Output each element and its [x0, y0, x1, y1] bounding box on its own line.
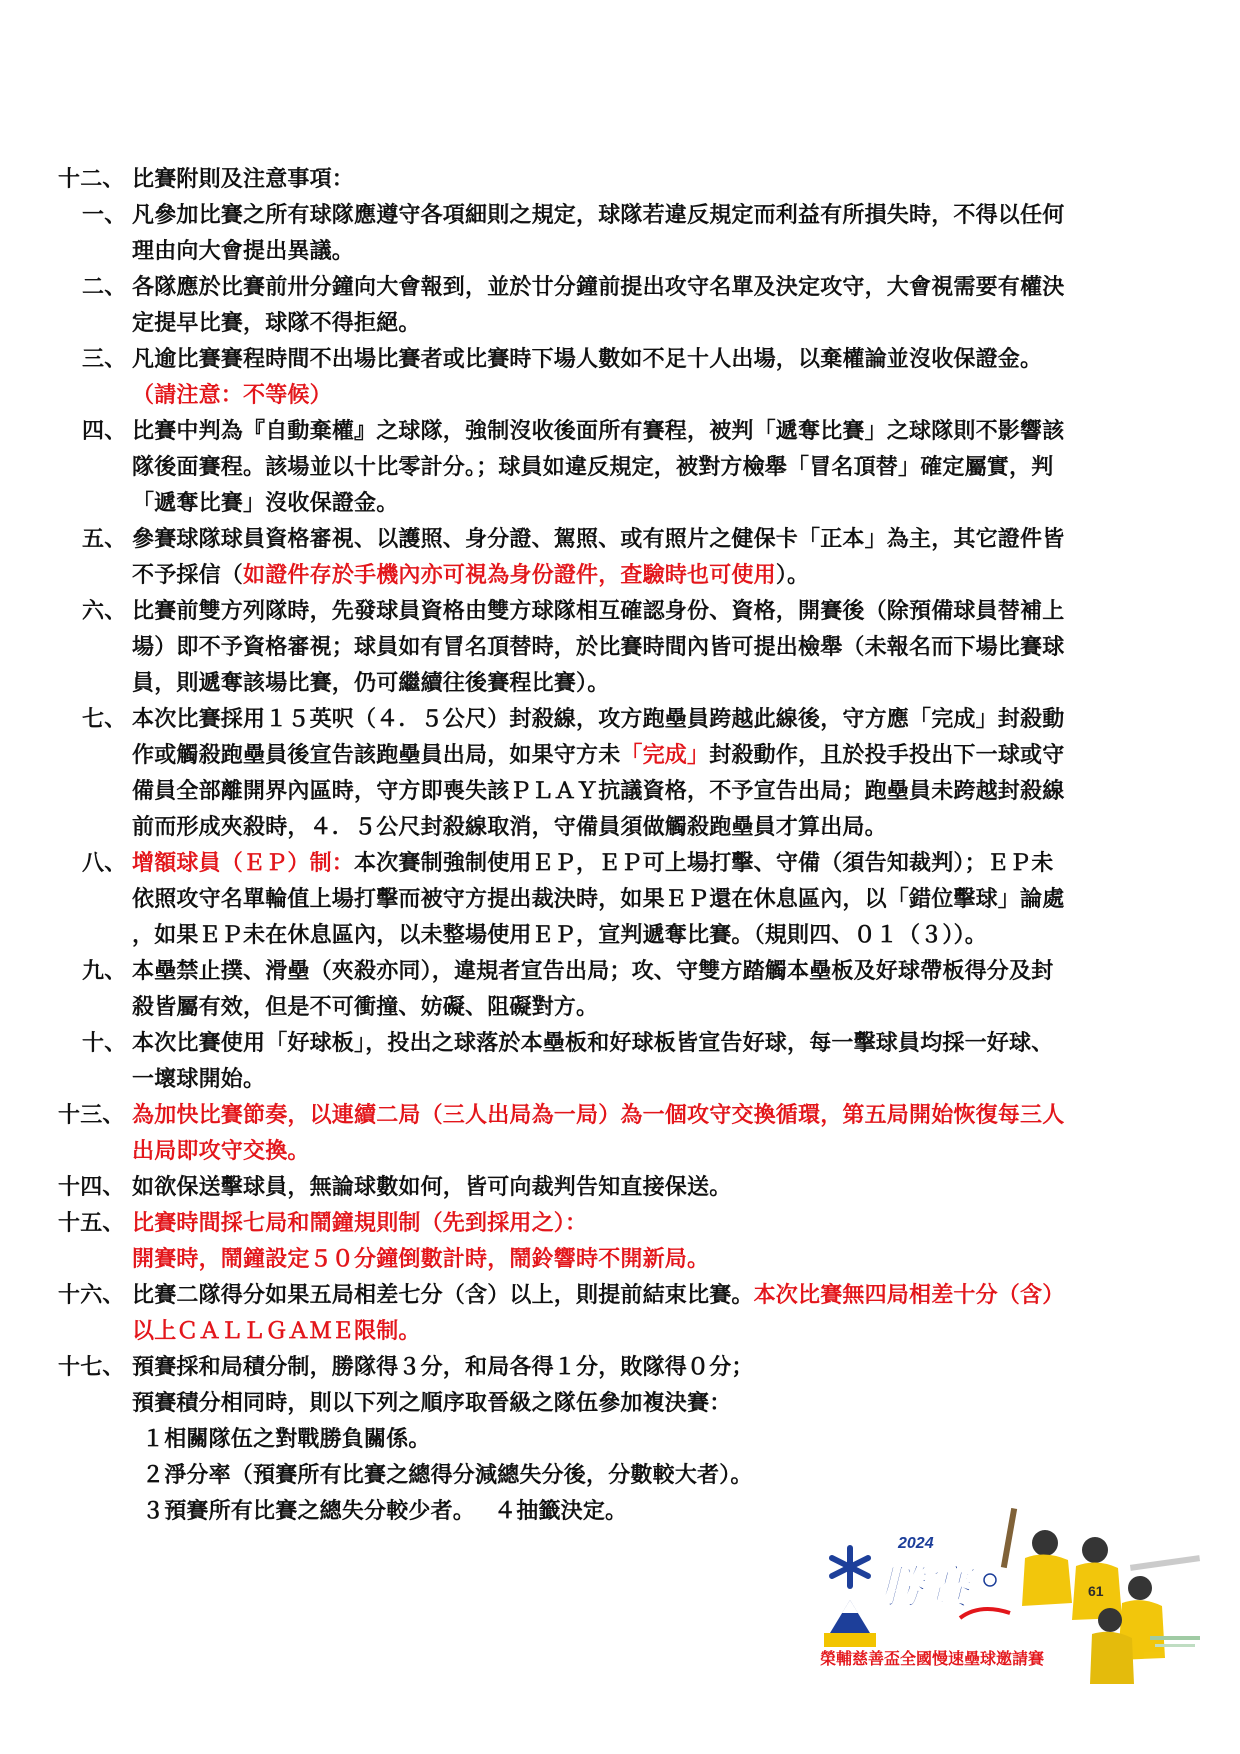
item-text: 依照攻守名單輪值上場打擊而被守方提出裁決時，如果ＥＰ還在休息區內，以「錯位擊球」論處 — [132, 887, 1065, 912]
registered-icon — [984, 1574, 996, 1586]
item-number: 九、 — [82, 959, 127, 984]
logo-caption: 榮輔慈善盃全國慢速壘球邀請賽 — [820, 1649, 1045, 1668]
rule-item-4 — [58, 414, 1188, 450]
item-text: 本次比賽採用１５英呎（４．５公尺）封殺線，攻方跑壘員跨越此線後，守方應「完成」封殺動 — [132, 707, 1065, 732]
section-text: 預賽積分相同時，則以下列之順序取晉級之隊伍參加複決賽： — [132, 1391, 732, 1416]
item-number: 三、 — [82, 347, 127, 372]
item-text: 殺皆屬有效，但是不可衝撞、妨礙、阻礙對方。 — [132, 995, 599, 1020]
item-number: 六、 — [82, 599, 127, 624]
rule-item-3 — [58, 342, 1188, 378]
section-number: 十四、 — [58, 1175, 125, 1200]
section-15 — [58, 1206, 1188, 1242]
item-number: 十、 — [82, 1031, 127, 1056]
section-text: 比賽二隊得分如果五局相差七分（含）以上，則提前結束比賽。本次比賽無四局相差十分（含） — [132, 1283, 1065, 1308]
section-number: 十七、 — [58, 1355, 125, 1380]
item-text: 員，則遞奪該場比賽，仍可繼續往後賽程比賽）。 — [132, 671, 610, 696]
item-number: 八、 — [82, 851, 127, 876]
rule-item-10 — [58, 1026, 1188, 1062]
section-16 — [58, 1278, 1188, 1314]
item-text: 隊後面賽程。該場並以十比零計分。；球員如違反規定，被對方檢舉「冒名頂替」確定屬實，判 — [132, 455, 1054, 480]
event-logo — [810, 1508, 1220, 1688]
item-text: 本壘禁止撲、滑壘（夾殺亦同），違規者宣告出局；攻、守雙方踏觸本壘板及好球帶板得分及封 — [132, 959, 1054, 984]
section-text: 預賽採和局積分制，勝隊得３分，和局各得１分，敗隊得０分； — [132, 1355, 754, 1380]
item-number: 五、 — [82, 527, 127, 552]
section-text: 比賽時間採七局和鬧鐘規則制（先到採用之）： — [132, 1211, 588, 1236]
item-text: ，如果ＥＰ未在休息區內，以未整場使用ＥＰ，宣判遞奪比賽。（規則四、０１（３））。 — [132, 923, 988, 948]
item-text: 比賽中判為『自動棄權』之球隊，強制沒收後面所有賽程，被判「遞奪比賽」之球隊則不影響該 — [132, 419, 1065, 444]
logo-title: 勝賽 — [878, 1560, 970, 1614]
section-number: 十三、 — [58, 1103, 125, 1128]
item-text: 一壞球開始。 — [132, 1067, 266, 1092]
svg-text:61: 61 — [1088, 1583, 1104, 1599]
item-text: 不予採信（如證件存於手機內亦可視為身份證件，查驗時也可使用）。 — [132, 563, 810, 588]
section-highlight: 本次比賽無四局相差十分（含） — [753, 1283, 1065, 1308]
item-text: 理由向大會提出異議。 — [132, 239, 355, 264]
section-text: ３預賽所有比賽之總失分較少者。 ４抽籤決定。 — [142, 1499, 628, 1524]
item-text: 參賽球隊球員資格審視、以護照、身分證、駕照、或有照片之健保卡「正本」為主，其它證件皆 — [132, 527, 1065, 552]
item-text: 增額球員（ＥＰ）制：本次賽制強制使用ＥＰ，ＥＰ可上場打擊、守備（須告知裁判）；ＥＰ未 — [132, 851, 1054, 876]
section-14 — [58, 1170, 1188, 1206]
item-note: （請注意：不等候） — [132, 383, 332, 408]
section-13 — [58, 1098, 1188, 1134]
rule-item-1 — [58, 198, 1188, 234]
item-text: 場）即不予資格審視；球員如有冒名頂替時，於比賽時間內皆可提出檢舉（未報名而下場比賽球 — [132, 635, 1065, 660]
item-highlight: 「完成」 — [620, 743, 710, 768]
rule-item-5 — [58, 522, 1188, 558]
item-text: 作或觸殺跑壘員後宣告該跑壘員出局，如果守方未「完成」封殺動作，且於投手投出下一球或守 — [132, 743, 1065, 768]
item-number: 一、 — [82, 203, 127, 228]
section-number: 十六、 — [58, 1283, 125, 1308]
item-highlight: 如證件存於手機內亦可視為身份證件，查驗時也可使用 — [243, 563, 776, 588]
section-number: 十五、 — [58, 1211, 125, 1236]
item-number: 四、 — [82, 419, 127, 444]
section-text: ２淨分率（預賽所有比賽之總得分減總失分後，分數較大者）。 — [142, 1463, 753, 1488]
item-text: 備員全部離開界內區時，守方即喪失該ＰＬＡＹ抗議資格，不予宣告出局；跑壘員未跨越封殺線 — [132, 779, 1065, 804]
item-text: 「遞奪比賽」沒收保證金。 — [132, 491, 399, 516]
section-text: １相關隊伍之對戰勝負關係。 — [142, 1427, 431, 1452]
item-text: 定提早比賽，球隊不得拒絕。 — [132, 311, 421, 336]
section-text: 出局即攻守交換。 — [132, 1139, 310, 1164]
section-title: 比賽附則及注意事項： — [132, 167, 355, 192]
section-text: 以上ＣＡＬＬＧＡＭＥ限制。 — [132, 1319, 421, 1344]
rules-document — [58, 162, 1188, 1530]
section-text: 開賽時，鬧鐘設定５０分鐘倒數計時，鬧鈴響時不開新局。 — [132, 1247, 710, 1272]
item-number: 二、 — [82, 275, 127, 300]
rule-item-9 — [58, 954, 1188, 990]
section-number: 十二、 — [58, 167, 125, 192]
item-highlight: 增額球員（ＥＰ）制： — [132, 851, 355, 876]
item-text: 凡參加比賽之所有球隊應遵守各項細則之規定，球隊若違反規定而利益有所損失時，不得以任何 — [132, 203, 1065, 228]
item-text: 凡逾比賽賽程時間不出場比賽者或比賽時下場人數如不足十人出場，以棄權論並沒收保證金。 — [132, 347, 1043, 372]
section-17 — [58, 1350, 1188, 1386]
item-number: 七、 — [82, 707, 127, 732]
logo-mark — [824, 1548, 876, 1647]
item-text: 本次比賽使用「好球板」，投出之球落於本壘板和好球板皆宣告好球，每一擊球員均採一好球、 — [132, 1031, 1054, 1056]
section-text: 為加快比賽節奏，以連續二局（三人出局為一局）為一個攻守交換循環，第五局開始恢復每三人 — [132, 1103, 1065, 1128]
rule-item-2 — [58, 270, 1188, 306]
rule-item-8 — [58, 846, 1188, 882]
section-text: 如欲保送擊球員，無論球數如何，皆可向裁判告知直接保送。 — [132, 1175, 732, 1200]
logo-year: 2024 — [898, 1535, 934, 1552]
item-text: 前而形成夾殺時，４．５公尺封殺線取消，守備員須做觸殺跑壘員才算出局。 — [132, 815, 887, 840]
section-heading — [58, 162, 1188, 198]
item-text: 各隊應於比賽前卅分鐘向大會報到，並於廿分鐘前提出攻守名單及決定攻守，大會視需要有權決 — [132, 275, 1065, 300]
item-text: 比賽前雙方列隊時，先發球員資格由雙方球隊相互確認身份、資格，開賽後（除預備球員替補上 — [132, 599, 1065, 624]
rule-item-7 — [58, 702, 1188, 738]
rule-item-6 — [58, 594, 1188, 630]
